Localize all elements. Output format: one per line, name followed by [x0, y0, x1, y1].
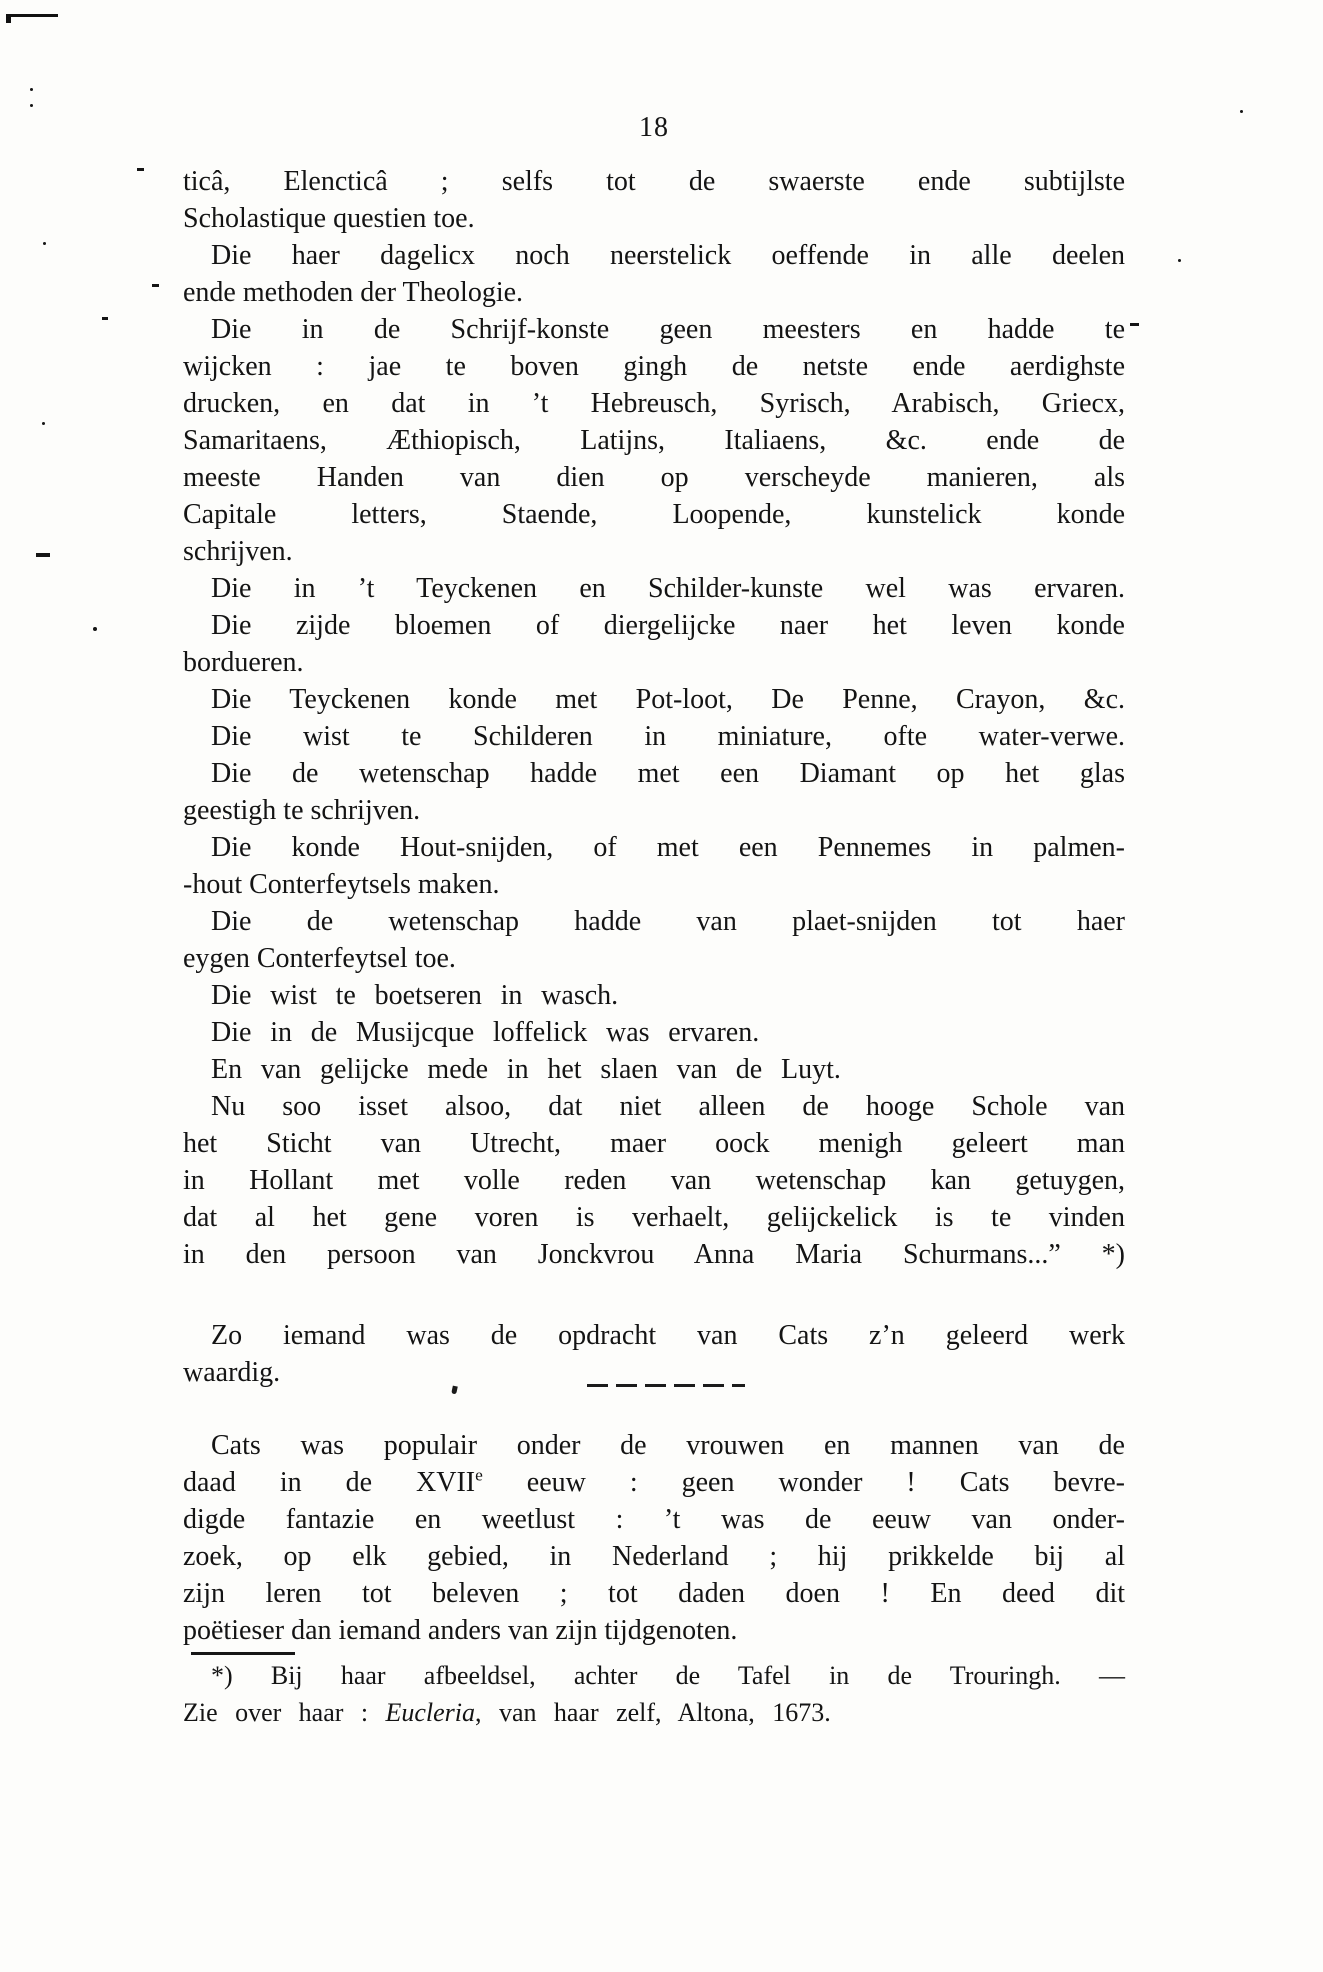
scan-speck [42, 422, 45, 425]
body-paragraph [183, 903, 1125, 977]
text-segment: in Hollant met volle reden van wetenschap kan getuygen, [183, 1165, 1125, 1196]
text-line [183, 1014, 1125, 1051]
text-line [183, 1162, 1125, 1199]
text-line [183, 903, 1125, 940]
text-line [183, 533, 1125, 570]
text-line [183, 792, 1125, 829]
scan-speck [1130, 323, 1139, 326]
footnote [183, 1657, 1125, 1731]
text-line [183, 940, 1125, 977]
scan-speck [137, 168, 144, 171]
text-segment: Zie over haar : [183, 1698, 386, 1727]
text-segment: Nu soo isset alsoo, dat niet alleen de hooge Schole van [211, 1091, 1125, 1122]
text-segment: Die zijde bloemen of diergelijcke naer het leven konde [211, 610, 1125, 641]
text-line [183, 311, 1125, 348]
text-line [183, 755, 1125, 792]
text-segment: zoek, op elk gebied, in Nederland ; hij prikkelde bij al [183, 1541, 1125, 1572]
text-line [183, 1538, 1125, 1575]
text-segment: eeuw : geen wonder ! Cats bevre- [482, 1467, 1125, 1498]
text-line [183, 1199, 1125, 1236]
body-paragraph [183, 718, 1125, 755]
text-segment: daad in de XVII [183, 1467, 476, 1498]
text-segment: Die wist te Schilderen in miniature, ofte water-verwe. [211, 721, 1125, 752]
text-line [183, 200, 1125, 237]
text-line [183, 866, 1125, 903]
text-segment: Die konde Hout-snijden, of met een Pennemes in palmen- [211, 832, 1125, 863]
text-segment: Die de wetenschap hadde van plaet-snijden tot haer [211, 906, 1125, 937]
scan-speck [152, 284, 159, 287]
text-segment: het Sticht van Utrecht, maer oock menigh geleert man [183, 1128, 1125, 1159]
text-segment: Zo iemand was de opdracht van Cats z’n geleerd werk [211, 1320, 1125, 1351]
text-segment: waardig. [183, 1357, 281, 1388]
text-line [183, 459, 1125, 496]
scan-speck [102, 317, 108, 320]
text-line [183, 681, 1125, 718]
text-segment: Die haer dagelicx noch neerstelick oeffende in alle deelen [211, 240, 1125, 271]
scan-corner-mark [6, 14, 58, 17]
text-line [183, 829, 1125, 866]
text-segment: in den persoon van Jonckvrou Anna Maria Schurmans...” *) [183, 1239, 1125, 1270]
body-paragraph [183, 1088, 1125, 1273]
text-segment: bordueren. [183, 647, 304, 678]
text-line [183, 1051, 1125, 1088]
body-paragraph [183, 570, 1125, 607]
text-line [183, 496, 1125, 533]
text-line [183, 718, 1125, 755]
footnote-paragraph [183, 1657, 1125, 1731]
text-line [183, 607, 1125, 644]
text-segment: Capitale letters, Staende, Loopende, kunstelick konde [183, 499, 1125, 530]
scan-speck [1178, 259, 1181, 262]
body-paragraph [183, 237, 1125, 311]
scan-speck [30, 104, 33, 107]
text-segment: ende methoden der Theologie. [183, 277, 524, 308]
body-paragraph [183, 1014, 1125, 1051]
scan-corner-mark-tick [6, 14, 11, 23]
body-paragraph [183, 1317, 1125, 1391]
body-paragraph [183, 311, 1125, 570]
margin-dot-mark [93, 627, 97, 631]
body-paragraph [183, 1427, 1125, 1649]
body-paragraph [183, 163, 1125, 237]
scan-speck [1240, 110, 1243, 113]
body-paragraph [183, 681, 1125, 718]
body-paragraph [183, 977, 1125, 1014]
text-line [183, 1236, 1125, 1273]
text-segment: poëtieser dan iemand anders van zijn tijdgenoten. [183, 1615, 738, 1646]
text-line [183, 570, 1125, 607]
text-line [183, 348, 1125, 385]
text-segment: Scholastique questien toe. [183, 203, 475, 234]
text-line [183, 163, 1125, 200]
page-body-text [183, 163, 1125, 1731]
text-line [183, 977, 1125, 1014]
superscript-text: e [475, 1465, 483, 1485]
text-segment: -hout Conterfeytsels maken. [183, 869, 500, 900]
body-paragraph [183, 1051, 1125, 1088]
margin-dash-mark [36, 553, 50, 557]
text-segment: , van haar zelf, Altona, 1673. [475, 1698, 831, 1727]
text-segment: digde fantazie en weetlust : ’t was de eeuw van onder- [183, 1504, 1125, 1535]
text-segment: Die Teyckenen konde met Pot-loot, De Penne, Crayon, &c. [211, 684, 1125, 715]
text-segment: wijcken : jae te boven gingh de netste ende aerdighste [183, 351, 1125, 382]
page-number: 18 [639, 112, 669, 143]
text-segment: geestigh te schrijven. [183, 795, 421, 826]
text-line [183, 1125, 1125, 1162]
text-segment: schrijven. [183, 536, 293, 567]
text-line [183, 644, 1125, 681]
text-segment: Die in de Schrijf-konste geen meesters en hadde te [211, 314, 1125, 345]
text-line [183, 1464, 1125, 1501]
text-segment: Die wist te boetseren in wasch. [211, 980, 619, 1011]
text-segment: Die de wetenschap hadde met een Diamant op het glas [211, 758, 1125, 789]
text-line [183, 385, 1125, 422]
text-line [183, 237, 1125, 274]
text-segment: En van gelijcke mede in het slaen van de Luyt. [211, 1054, 841, 1085]
text-line [183, 1088, 1125, 1125]
italic-text: Eucleria [385, 1698, 476, 1727]
body-paragraph [183, 607, 1125, 681]
text-segment: zijn leren tot beleven ; tot daden doen ! En deed dit [183, 1578, 1125, 1609]
text-segment: drucken, en dat in ’t Hebreusch, Syrisch, Arabisch, Griecx, [183, 388, 1125, 419]
text-segment: ticâ, Elencticâ ; selfs tot de swaerste ende subtijlste [183, 166, 1125, 197]
body-paragraph [183, 829, 1125, 903]
text-segment: Cats was populair onder de vrouwen en mannen van de [211, 1430, 1125, 1461]
text-line [183, 274, 1125, 311]
text-segment: Die in de Musijcque loffelick was ervaren. [211, 1017, 760, 1048]
text-segment: meeste Handen van dien op verscheyde manieren, als [183, 462, 1125, 493]
text-segment: Die in ’t Teyckenen en Schilder-kunste wel was ervaren. [211, 573, 1125, 604]
scan-speck [43, 242, 46, 245]
text-segment: dat al het gene voren is verhaelt, gelijckelick is te vinden [183, 1202, 1125, 1233]
body-paragraph [183, 755, 1125, 829]
text-segment: *) Bij haar afbeeldsel, achter de Tafel in de Trouringh. — [211, 1661, 1125, 1690]
text-line [183, 1612, 1125, 1649]
text-line [183, 1317, 1125, 1354]
text-segment: eygen Conterfeytsel toe. [183, 943, 456, 974]
section-separator-dashes [587, 1384, 745, 1387]
text-line [183, 1575, 1125, 1612]
text-line [183, 1501, 1125, 1538]
scan-speck [30, 88, 33, 91]
footnote-rule [191, 1652, 295, 1655]
text-line [183, 422, 1125, 459]
text-line [183, 1694, 1125, 1731]
text-segment: Samaritaens, Æthiopisch, Latijns, Italiaens, &c. ende de [183, 425, 1125, 456]
text-line [183, 1657, 1125, 1694]
text-line [183, 1427, 1125, 1464]
